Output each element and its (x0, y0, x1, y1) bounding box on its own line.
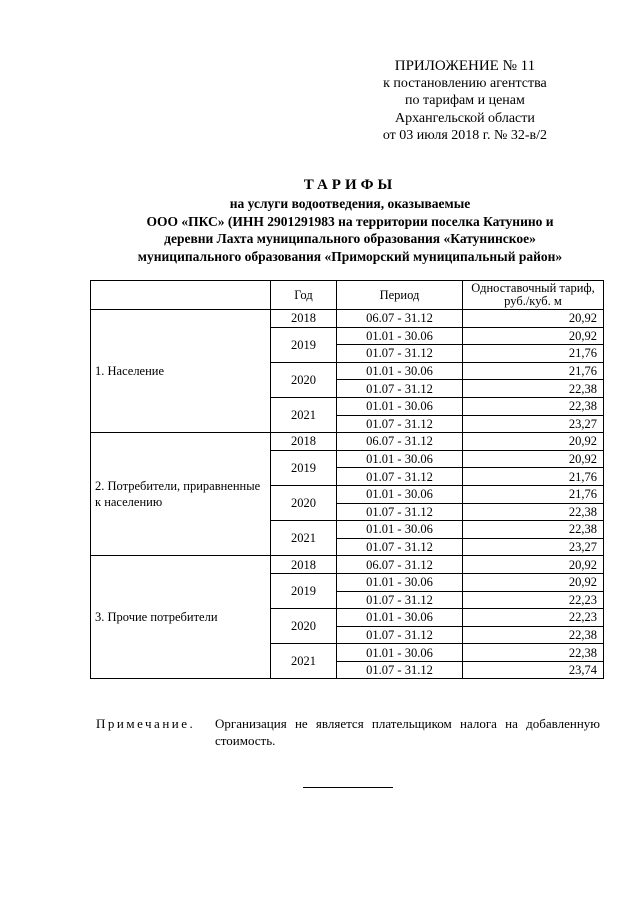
year-cell: 2018 (271, 433, 337, 451)
period-cell: 01.07 - 31.12 (337, 468, 463, 486)
tariff-value-cell: 23,27 (463, 538, 604, 556)
period-cell: 01.07 - 31.12 (337, 661, 463, 679)
appendix-line-3: по тарифам и ценам (404, 93, 525, 109)
tariff-value-cell: 21,76 (463, 345, 604, 363)
header-tariff: Одноставочный тариф, руб./куб. м (463, 281, 604, 310)
period-cell: 01.07 - 31.12 (337, 503, 463, 521)
header-category (91, 281, 271, 310)
period-cell: 01.01 - 30.06 (337, 609, 463, 627)
tariff-value-cell: 23,74 (463, 661, 604, 679)
tariff-value-cell: 20,92 (463, 327, 604, 345)
tariff-value-cell: 21,76 (463, 362, 604, 380)
year-cell: 2019 (271, 573, 337, 608)
appendix-header (383, 58, 547, 144)
period-cell: 01.07 - 31.12 (337, 626, 463, 644)
tariff-value-cell: 20,92 (463, 310, 604, 328)
tariff-value-cell: 22,38 (463, 521, 604, 539)
tariff-value-cell: 21,76 (463, 468, 604, 486)
period-cell: 01.07 - 31.12 (337, 345, 463, 363)
tariff-value-cell: 20,92 (463, 433, 604, 451)
period-cell: 01.07 - 31.12 (337, 538, 463, 556)
title-line-3: деревни Лахта муниципального образования «Катунинское» (164, 231, 536, 246)
period-cell: 01.07 - 31.12 (337, 415, 463, 433)
period-cell: 01.07 - 31.12 (337, 591, 463, 609)
category-cell: 1. Население (91, 310, 271, 433)
period-cell: 01.01 - 30.06 (337, 521, 463, 539)
tariff-value-cell: 20,92 (463, 556, 604, 574)
year-cell: 2020 (271, 362, 337, 397)
tariff-table-body (91, 310, 604, 679)
closing-rule (303, 787, 393, 788)
tariff-value-cell: 22,38 (463, 644, 604, 662)
table-row (91, 310, 604, 328)
appendix-date: от 03 июля 2018 г. № 32-в/2 (382, 127, 547, 143)
document-title (60, 176, 640, 265)
appendix-line-4: Архангельской области (394, 110, 535, 126)
appendix-line-2: к постановлению агентства (383, 76, 547, 92)
tariff-value-cell: 22,23 (463, 609, 604, 627)
note-text: Организация не является плательщиком налога на добавленную стоимость. (215, 716, 600, 748)
period-cell: 01.07 - 31.12 (337, 380, 463, 398)
table-row (91, 433, 604, 451)
category-cell: 2. Потребители, приравненные к населению (91, 433, 271, 556)
title-heading: ТАРИФЫ (303, 177, 397, 193)
period-cell: 01.01 - 30.06 (337, 573, 463, 591)
tariff-value-cell: 22,38 (463, 380, 604, 398)
tariff-value-cell: 20,92 (463, 573, 604, 591)
period-cell: 06.07 - 31.12 (337, 556, 463, 574)
period-cell: 01.01 - 30.06 (337, 450, 463, 468)
table-row (91, 556, 604, 574)
year-cell: 2020 (271, 609, 337, 644)
title-line-1: на услуги водоотведения, оказываемые (229, 196, 471, 211)
year-cell: 2021 (271, 397, 337, 432)
note-label: Примечание. (96, 716, 196, 731)
year-cell: 2021 (271, 521, 337, 556)
year-cell: 2021 (271, 644, 337, 679)
title-line-4: муниципального образования «Приморский муниципальный район» (137, 248, 563, 264)
year-cell: 2019 (271, 327, 337, 362)
period-cell: 01.01 - 30.06 (337, 327, 463, 345)
appendix-number: ПРИЛОЖЕНИЕ № 11 (394, 58, 536, 74)
header-period: Период (337, 281, 463, 310)
year-cell: 2020 (271, 485, 337, 520)
period-cell: 01.01 - 30.06 (337, 644, 463, 662)
year-cell: 2018 (271, 556, 337, 574)
period-cell: 01.01 - 30.06 (337, 485, 463, 503)
tariff-value-cell: 21,76 (463, 485, 604, 503)
tariff-value-cell: 23,27 (463, 415, 604, 433)
period-cell: 01.01 - 30.06 (337, 397, 463, 415)
year-cell: 2018 (271, 310, 337, 328)
tariff-value-cell: 22,38 (463, 397, 604, 415)
period-cell: 06.07 - 31.12 (337, 310, 463, 328)
header-year: Год (271, 281, 337, 310)
title-line-2: ООО «ПКС» (ИНН 2901291983 на территории поселка Катунино и (146, 213, 554, 229)
tariff-value-cell: 22,38 (463, 503, 604, 521)
period-cell: 06.07 - 31.12 (337, 433, 463, 451)
tariff-value-cell: 22,23 (463, 591, 604, 609)
category-cell: 3. Прочие потребители (91, 556, 271, 679)
tariff-table (90, 280, 604, 679)
period-cell: 01.01 - 30.06 (337, 362, 463, 380)
table-header-row (91, 281, 604, 310)
tariff-value-cell: 22,38 (463, 626, 604, 644)
year-cell: 2019 (271, 450, 337, 485)
tariff-value-cell: 20,92 (463, 450, 604, 468)
